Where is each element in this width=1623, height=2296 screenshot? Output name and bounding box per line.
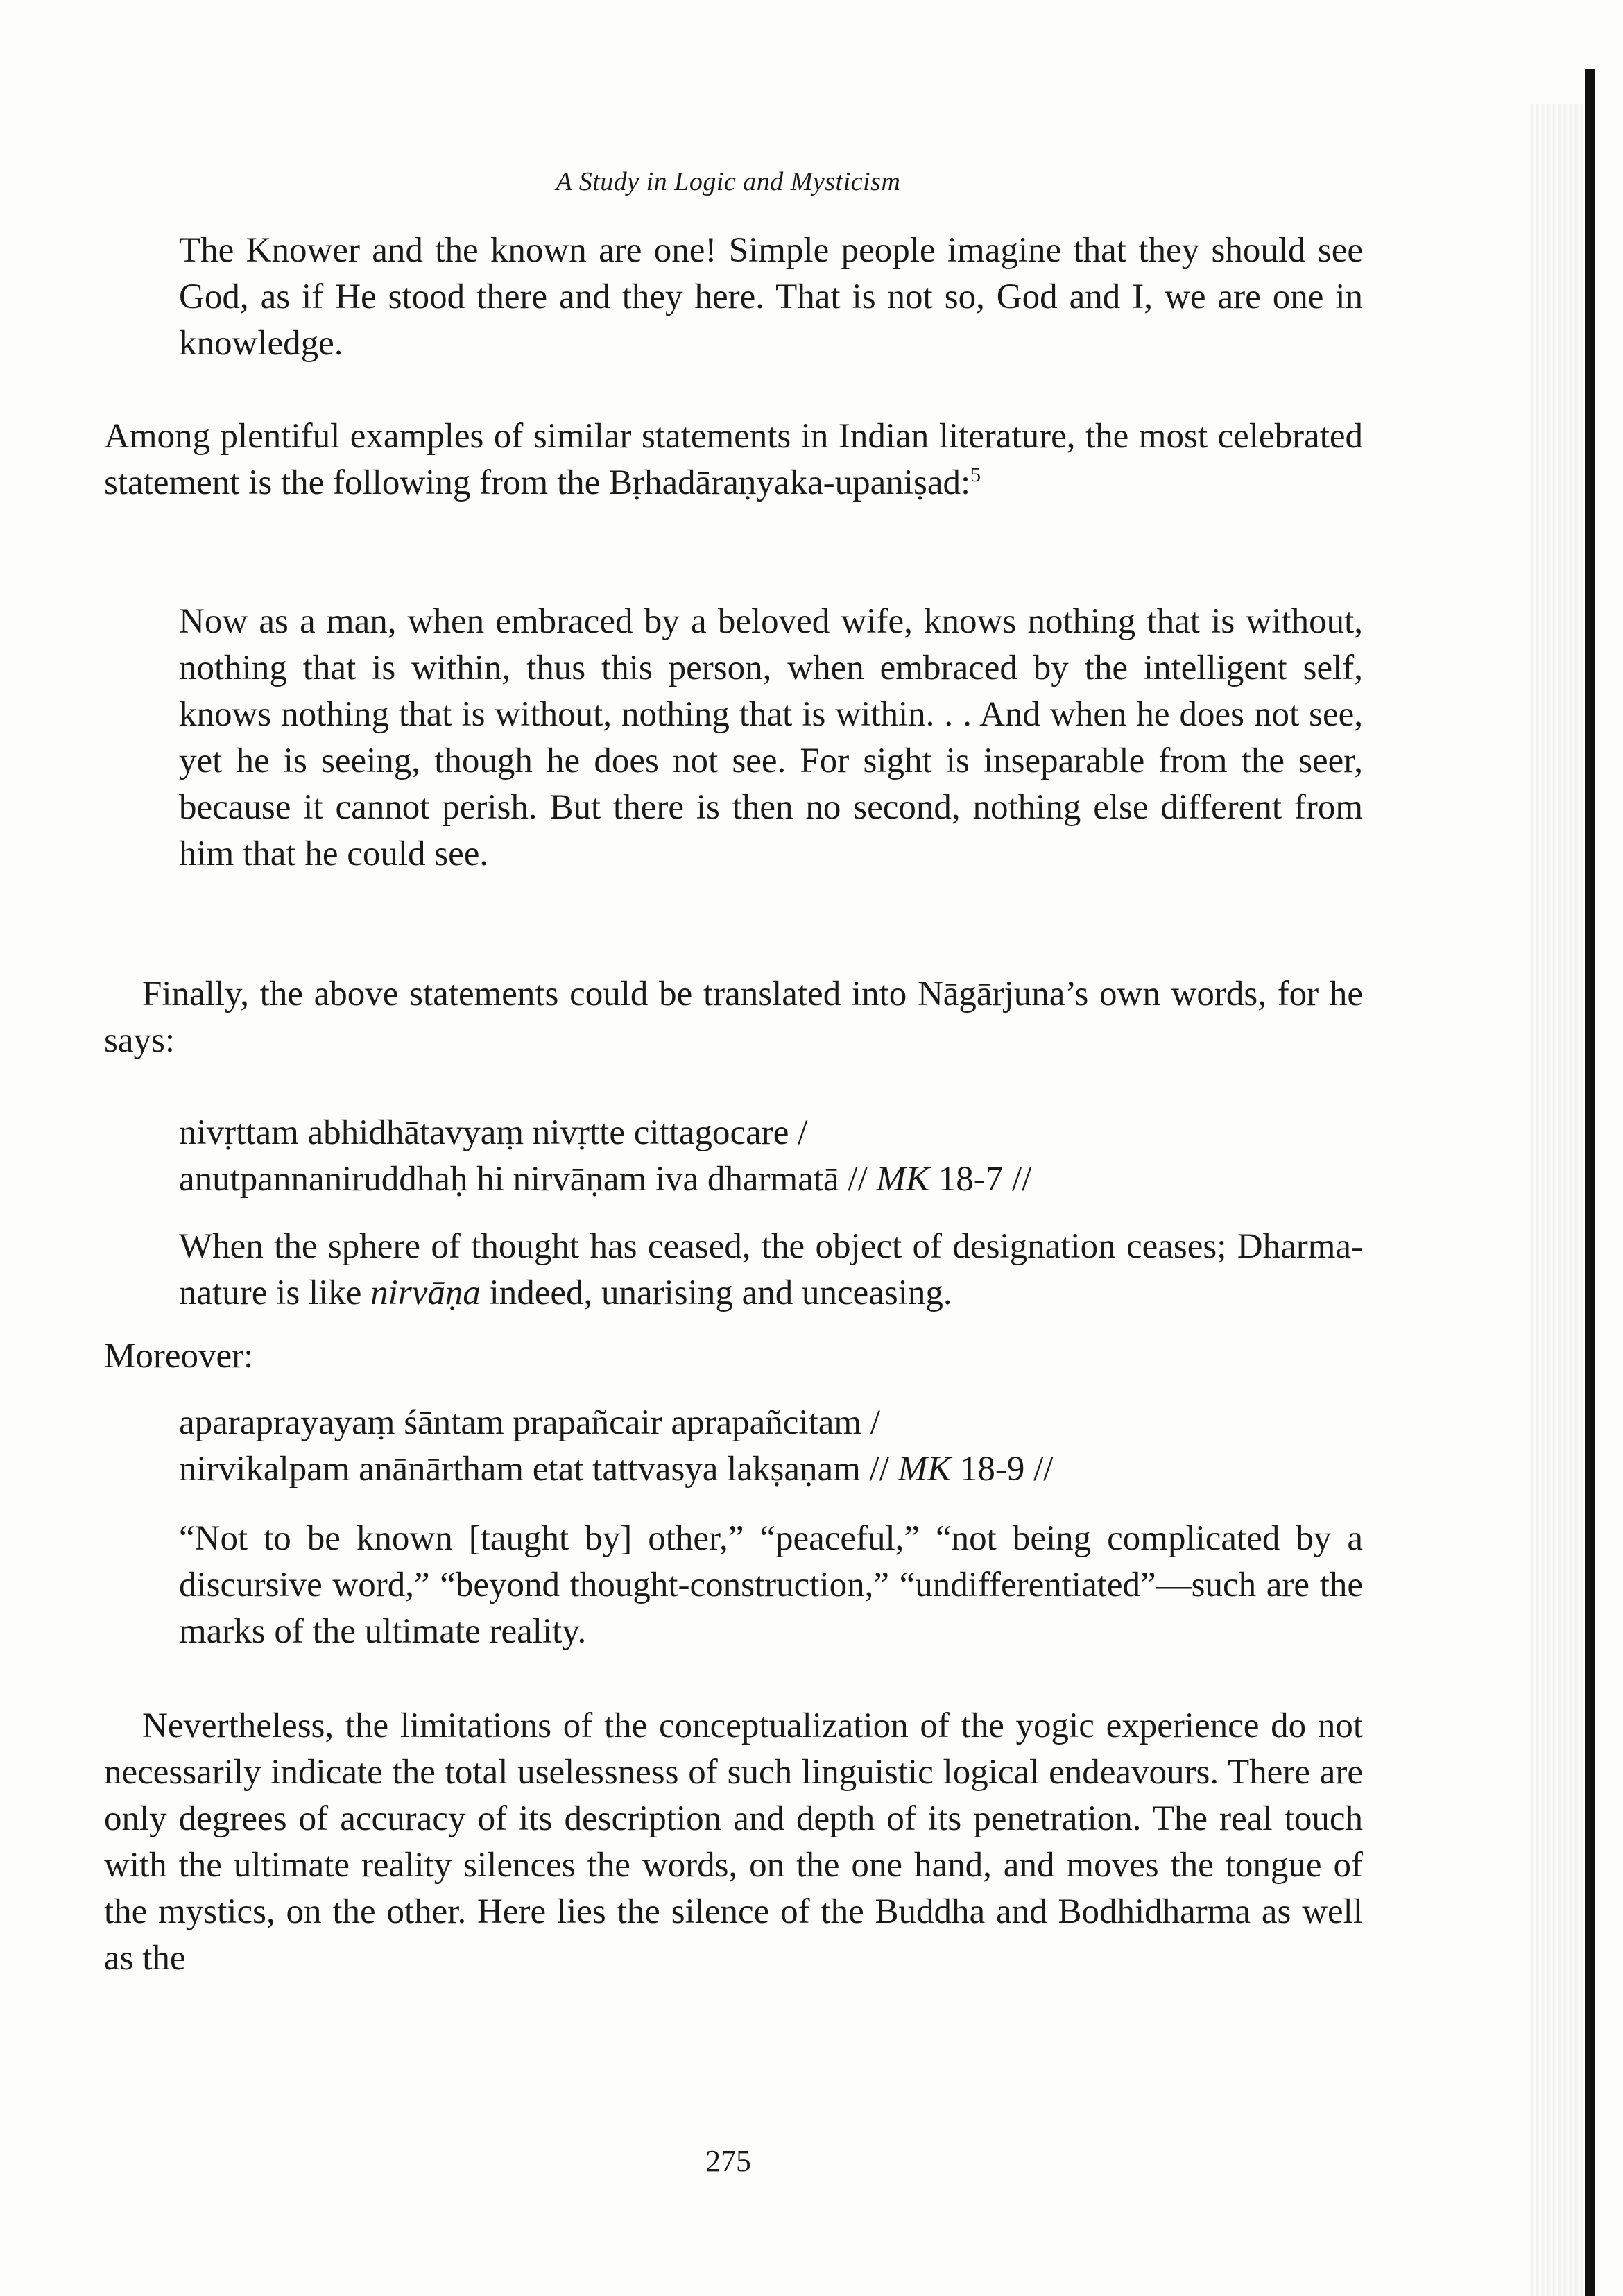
paragraph-nevertheless: Nevertheless, the limitations of the conceptualization of the yogic experience do not necessarily indicate the total uselessness of such linguistic logical endeavours. There are only degrees of accuracy of its description and depth of its penetration. The real touch with the ultimate reality silences the words, on the one hand, and moves the tongue of the mystics, on the other. Here lies the silence of the Buddha and Bodhidharma as well as the (104, 1706, 1363, 1978)
scan-edge-bar (1585, 69, 1595, 2296)
verse-line: aparaprayayaṃ śāntam prapañcair aprapañcitam / (179, 1403, 880, 1442)
verse-ref-abbrev: MK (876, 1160, 930, 1199)
translation-text-before: When the sphere of thought has ceased, the object of designation ceases; Dharma-nature is like (179, 1227, 1363, 1312)
verse-line-with-ref (179, 1156, 1363, 1203)
translation-text-after: indeed, unarising and unceasing. (480, 1274, 952, 1312)
footnote-mark: 5 (970, 463, 981, 486)
scan-shadow (1529, 104, 1583, 2296)
verse-ref-abbrev: MK (898, 1450, 952, 1489)
verse-ref-number: 18-9 // (951, 1450, 1054, 1489)
page-number: 275 (705, 2144, 751, 2178)
paragraph-finally: Finally, the above statements could be translated into Nāgārjuna’s own words, for he says: (104, 975, 1363, 1060)
verse-line-text: anutpannaniruddhaḥ hi nirvāṇam iva dharmatā // (179, 1160, 877, 1199)
quote-eckhart: The Knower and the known are one! Simple people imagine that they should see God, as if He stood there and they here. That is not so, God and I, we are one in knowledge. (179, 231, 1363, 363)
translation-italic-term: nirvāṇa (370, 1274, 481, 1312)
paragraph-among-text: Among plentiful examples of similar statements in Indian literature, the most celebrated statement is the following from the Bṛhadāraṇyaka-upaniṣad: (104, 417, 1363, 502)
verse-line: nivṛttam abhidhātavyaṃ nivṛtte cittagocare / (179, 1113, 808, 1152)
translation-mk-18-7 (179, 1224, 1363, 1317)
quote-upanisad: Now as a man, when embraced by a beloved wife, knows nothing that is without, nothing that is within, thus this person, when embraced by the intelligent self, knows nothing that is without, nothing that is within. . . And when he does not see, yet he is seeing, though he does not see. For sight is inseparable from the seer, because it cannot perish. But there is then no second, nothing else different from him that he could see. (179, 602, 1363, 873)
moreover-label: Moreover: (104, 1337, 254, 1376)
verse-line-with-ref (179, 1446, 1363, 1493)
verse-mk-18-7 (179, 1110, 1363, 1203)
verse-line-text: nirvikalpam anānārtham etat tattvasya lakṣaṇam // (179, 1450, 898, 1489)
verse-ref-number: 18-7 // (929, 1160, 1032, 1199)
running-head: A Study in Logic and Mysticism (556, 167, 901, 196)
verse-mk-18-9 (179, 1400, 1363, 1493)
paragraph-among (104, 413, 1363, 506)
translation-mk-18-9: “Not to be known [taught by] other,” “peaceful,” “not being complicated by a discursive word,” “beyond thought-construction,” “undifferentiated”—such are the marks of the ultimate reality. (179, 1519, 1363, 1651)
